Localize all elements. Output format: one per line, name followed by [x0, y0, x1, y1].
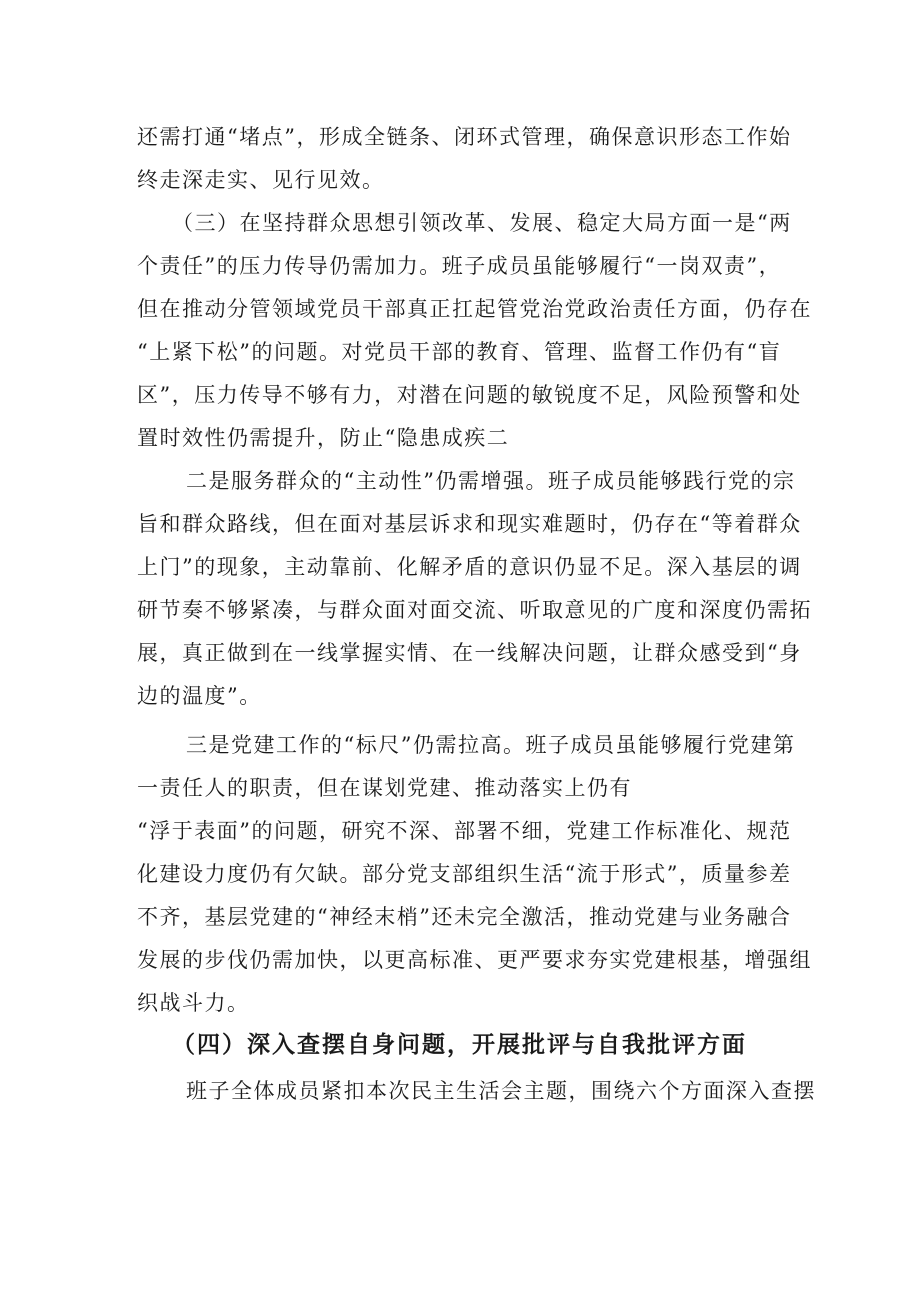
text-line: 区”，压力传导不够有力，对潜在问题的敏锐度不足，风险预警和处 — [137, 383, 802, 407]
text-line: 个责任”的压力传导仍需加力。班子成员虽能够履行“一岗双责”， — [137, 254, 782, 278]
text-line: 织战斗力。 — [137, 991, 250, 1015]
paragraph-3-start: 三是党建工作的“标尺”仍需拉高。班子成员虽能够履行党建第 — [186, 733, 796, 757]
text-line: 旨和群众路线，但在面对基层诉求和现实难题时，仍存在“等着群众 — [137, 512, 802, 536]
text-line: 还需打通“堵点”，形成全链条、闭环式管理，确保意识形态工作始 — [137, 125, 792, 149]
text-line: “浮于表面”的问题，研究不深、部署不细，党建工作标准化、规范 — [137, 819, 792, 843]
text-line: 发展的步伐仍需加快，以更高标准、更严要求夯实党建根基，增强组 — [137, 948, 812, 972]
text-line: 不齐，基层党建的“神经末梢”还未完全激活，推动党建与业务融合 — [137, 905, 792, 929]
text-line: 但在推动分管领域党员干部真正扛起管党治党政治责任方面，仍存在 — [137, 297, 812, 321]
text-line: 终走深走实、见行见效。 — [137, 168, 385, 192]
text-line: 边的温度”。 — [137, 684, 262, 708]
text-line: 置时效性仍需提升，防止“隐患成疾二 — [137, 426, 510, 450]
text-line: 上门”的现象，主动靠前、化解矛盾的意识仍显不足。深入基层的调 — [137, 555, 802, 579]
section-3-start: （三）在坚持群众思想引领改革、发展、稳定大局方面一是“两 — [172, 211, 792, 235]
text-line: “上紧下松”的问题。对党员干部的教育、管理、监督工作仍有“盲 — [137, 340, 782, 364]
text-line: 研节奏不够紧凑，与群众面对面交流、听取意见的广度和深度仍需拓 — [137, 598, 812, 622]
text-line: 一责任人的职责，但在谋划党建、推动落实上仍有 — [137, 776, 632, 800]
text-line: 化建设力度仍有欠缺。部分党支部组织生活“流于形式”，质量参差 — [137, 862, 792, 886]
section-4-heading: （四）深入查摆自身问题，开展批评与自我批评方面 — [172, 1031, 747, 1058]
paragraph-4-start: 班子全体成员紧扣本次民主生活会主题，围绕六个方面深入查摆 — [186, 1079, 816, 1103]
paragraph-2-start: 二是服务群众的“主动性”仍需增强。班子成员能够践行党的宗 — [186, 469, 796, 493]
text-line: 展，真正做到在一线掌握实情、在一线解决问题，让群众感受到“身 — [137, 641, 802, 665]
